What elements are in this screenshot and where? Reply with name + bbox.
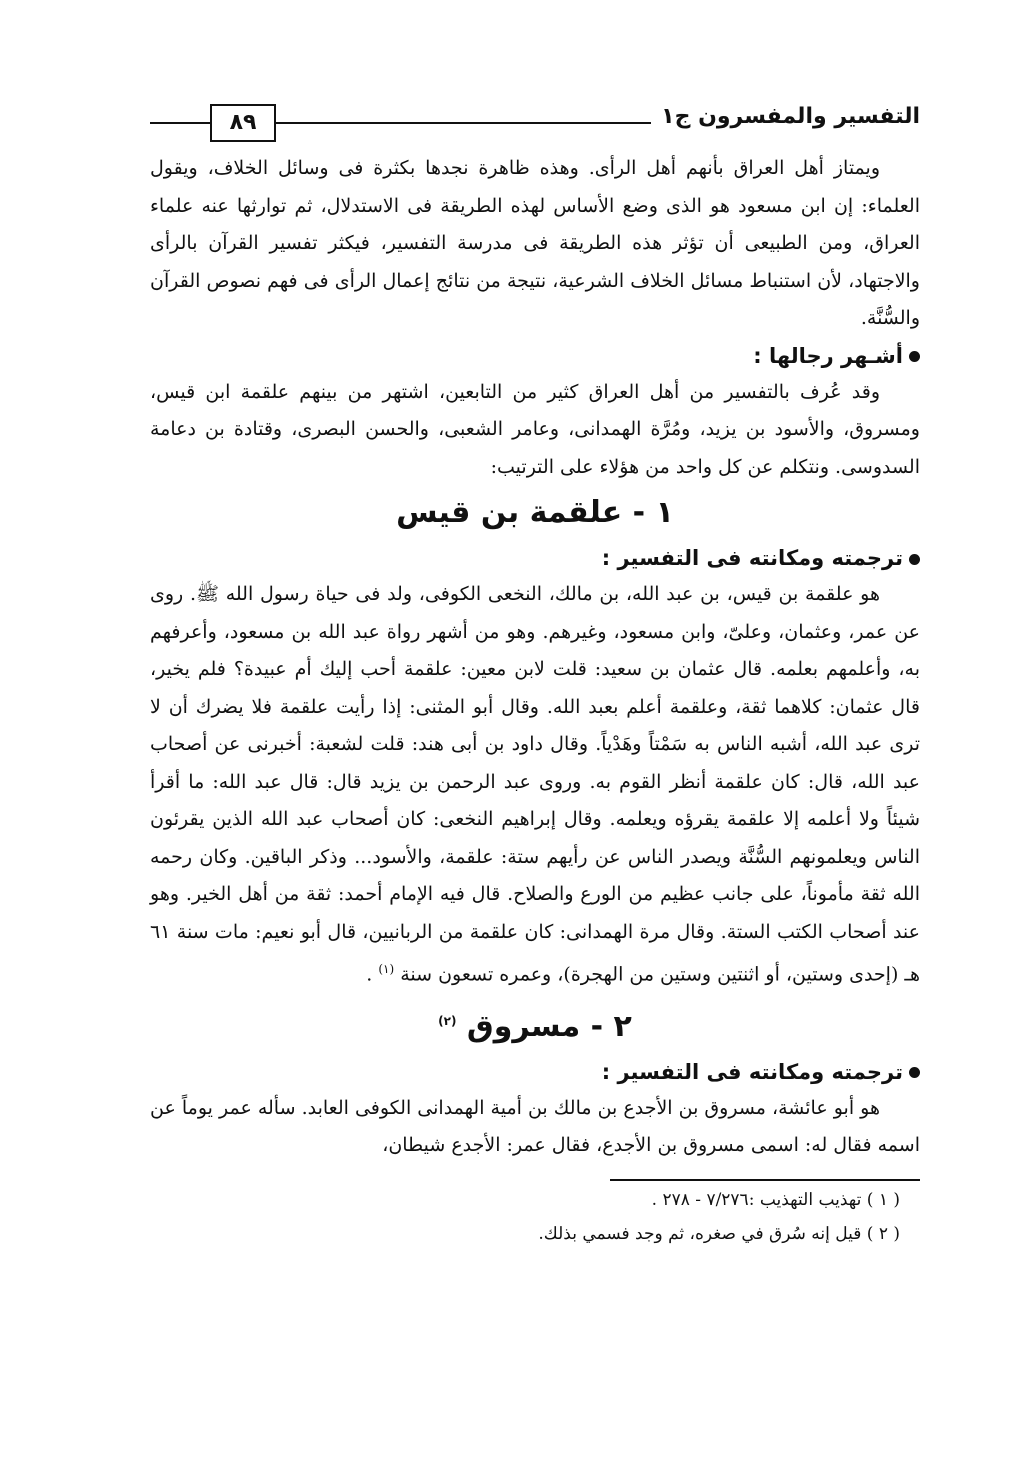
section1-subheading-text: ترجمته ومكانته فى التفسير : bbox=[601, 546, 903, 570]
intro-paragraph: ويمتاز أهل العراق بأنهم أهل الرأى. وهذه ظاهرة نجدها بكثرة فى وسائل الخلاف، ويقول العلماء: إن ابن مسعود هو الذى وضع الأساس لهذه الطريقة فى الاستدلال، ثم توارثها عنه علماء العراق، ومن الطبيعى أن تؤثر هذه الطريقة فى مدرسة التفسير، فيكثر تفسير القرآن بالرأى والاجتهاد، لأن استنباط مسائل الخلاف الشرعية، نتيجة من نتائج إعمال الرأى فى فهم نصوص القرآن والسُّنَّة. bbox=[150, 157, 920, 329]
footnote-rule bbox=[610, 1179, 920, 1181]
footnote-ref-1: (١) bbox=[378, 962, 395, 976]
section1-paragraph-text: هو علقمة بن قيس، بن عبد الله، بن مالك، النخعى الكوفى، ولد فى حياة رسول الله ﷺ. روى عن عمر، وعثمان، وعلىّ، وابن مسعود، وغيرهم. وهو من أشهر رواة عبد الله بن مسعود، وأعرفهم به، وأعلمهم بعلمه. قال عثمان بن سعيد: قلت لابن معين: علقمة أحب إليك أم عبيدة؟ فلم يخير، قال عثمان: كلاهما ثقة، وعلقمة أعلم بعبد الله. وقال أبو المثنى: إذا رأيت علقمة فلا يضرك أن لا ترى عبد الله، أشبه الناس به سَمْتاً وهَدْياً. وقال داود بن أبى هند: قلت لشعبة: أخبرنى عن أصحاب عبد الله، قال: كان علقمة أنظر القوم به. وروى عبد الرحمن بن يزيد قال: قال عبد الله: ما أقرأ شيئاً ولا أعلمه إلا علقمة يقرؤه ويعلمه. وقال إبراهيم النخعى: كان أصحاب عبد الله الذين يقرئون الناس ويعلمونهم السُّنَّة ويصدر الناس عن رأيهم ستة: علقمة، والأسود... وذكر الباقين. وكان رحمه الله ثقة مأموناً، على جانب عظيم من الورع والصلاح. قال فيه الإمام أحمد: ثقة من أهل الخير. وهو عند أصحاب الكتب الستة. وقال مرة الهمدانى: كان علقمة من الربانيين، قال أبو نعيم: مات سنة ٦١ هـ (إحدى وستين، أو اثنتين وستين من الهجرة)، وعمره تسعون سنة bbox=[150, 583, 921, 986]
bullet-icon bbox=[909, 554, 920, 565]
running-title: التفسير والمفسرون ج١ bbox=[651, 104, 920, 129]
section1-paragraph-end: . bbox=[366, 963, 379, 986]
bullet-icon bbox=[909, 1067, 920, 1078]
footnote-2: ( ٢ ) قيل إنه سُرق في صغره، ثم وجد فسمي بذلك. bbox=[538, 1223, 900, 1244]
footnote-ref-2: (٢) bbox=[438, 1013, 457, 1028]
section1-title: ١ - علقمة بن قيس bbox=[396, 495, 674, 530]
section2-title-text: ٢ - مسروق bbox=[466, 1008, 632, 1044]
men-heading bbox=[150, 338, 920, 374]
men-paragraph: وقد عُرف بالتفسير من أهل العراق كثير من التابعين، اشتهر من بينهم علقمة ابن قيس، ومسروق، والأسود بن يزيد، ومُرَّة الهمدانى، وعامر الشعبى، والحسن البصرى، وقتادة بن دعامة السدوسى. ونتكلم عن كل واحد من هؤلاء على الترتيب: bbox=[150, 380, 920, 478]
section2-paragraph: هو أبو عائشة، مسروق بن الأجدع بن مالك بن أمية الهمدانى الكوفى العابد. سأله عمر يوماً عن اسمه فقال له: اسمى مسروق بن الأجدع، فقال عمر: الأجدع شيطان، bbox=[150, 1096, 920, 1157]
book-page bbox=[150, 100, 920, 1249]
men-heading-text: أشـهر رجالها : bbox=[753, 343, 903, 368]
section2-title bbox=[150, 996, 920, 1052]
section1-paragraph bbox=[150, 576, 920, 994]
page-header bbox=[150, 100, 920, 144]
footnote-1: ( ١ ) تهذيب التهذيب :٧/٢٧٦ - ٢٧٨ . bbox=[651, 1189, 900, 1210]
bullet-icon bbox=[909, 351, 920, 362]
section1-subheading bbox=[150, 540, 920, 576]
section2-subheading-text: ترجمته ومكانته فى التفسير : bbox=[601, 1059, 903, 1084]
section2-subheading bbox=[150, 1054, 920, 1090]
page-number: ٨٩ bbox=[210, 104, 276, 142]
